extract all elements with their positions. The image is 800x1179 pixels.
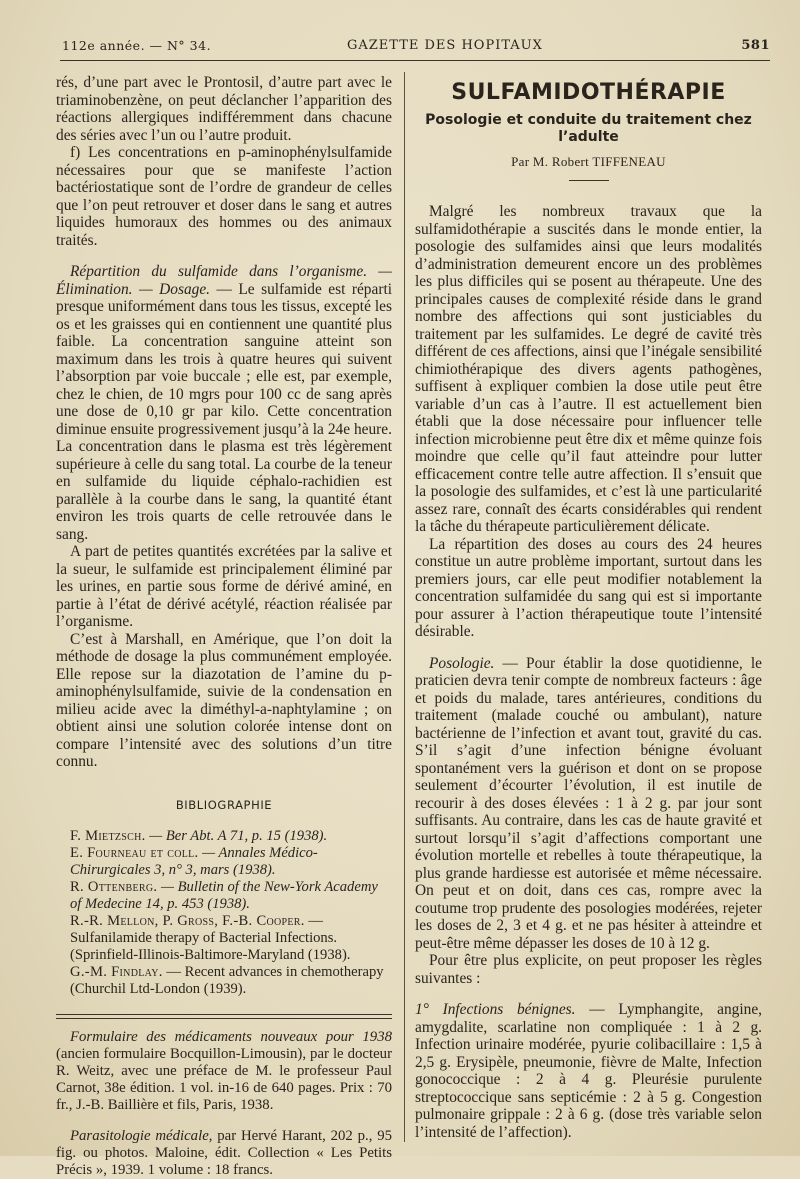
paragraph: f) Les concentrations en p-aminophénylsulfamide nécessaires pour que se manifeste l’action bactériostatique sont de l’ordre de grandeur de celles que l’on peut retrouver et doser dans le sang et autres liquides humoraux des hommes ou des animaux traités. [56,144,392,249]
book-title: Parasitologie médicale, [70,1128,213,1144]
header-rule [60,60,770,61]
section-rule [56,1014,392,1019]
paragraph: La répartition des doses au cours des 24 heures constitue un autre problème important, surtout dans les premiers jours, car elle peut modifier notablement la concentration sulfamidée du sang qui est si importante pour assurer à l’action thérapeutique toute l’intensité désirable. [415,535,762,640]
bibliography-title: BIBLIOGRAPHIE [175,797,273,812]
paragraph: C’est à Marshall, en Amérique, que l’on doit la méthode de dosage la plus communément employée. Elle repose sur la diazotation de l’amine du p-aminophénylsulfamide, suivie de la condensation en milieu acide avec la diméthyl-a-naphtylamine ; on obtient ainsi une solution colorée intense dont on compare l’intensité avec des solutions d’un titre connu. [56,630,392,770]
paragraph: Pour être plus explicite, on peut proposer les règles suivantes : [415,952,762,987]
book-notice: Formulaire des médicaments nouveaux pour 1938 (ancien formulaire Bocquillon-Limousin), par le docteur R. Weitz, avec une préface de M. le professeur Paul Carnot, 38e édition. 1 vol. in-16 de 640 pages. Prix : 70 fr., J.-B. Baillière et fils, Paris, 1938. [56,1029,392,1113]
journal-title: GAZETTE DES HOPITAUX [347,38,543,53]
paragraph: Posologie. — Pour établir la dose quotidienne, le praticien devra tenir compte de nombreux facteurs : âge et poids du malade, tares antérieures, conditions du traitement (malade couché ou ambulant), nature bactérienne de l’infection et avant tout, gravité du cas. S’il s’agit d’une infection bénigne évoluant spontanément vers la guérison et dont on se propose seulement d’écourter l’évolution, il est inutile de recourir à des doses élevées : 1 à 2 g. par jour sont suffisants. Au contraire, dans les cas de haute gravité et surtout lorsqu’il s’agit d’affections comportant une évolution mortelle et rebelles à toute thérapeutique, la plus grande hardiesse est autorisée et même nécessaire. On peut et on doit, dans ces cas, rompre avec la coutume trop prudente des posologies modérées, rejeter les doses de 2, 3 et 4 g. et ne pas hésiter à atteindre et peut-être même dépasser les doses de 10 à 12 g. [415,654,762,952]
title-rule [569,180,609,181]
column-divider [404,72,405,1142]
paragraph: A part de petites quantités excrétées par la salive et la sueur, le sulfamide est principalement éliminé par les urines, en partie sous forme de dérivé aminé, en partie à l’état de dérivé acétylé, réaction réalisée par l’organisme. [56,543,392,630]
book-notice: Parasitologie médicale, par Hervé Harant, 202 p., 95 fig. ou photos. Maloine, édit. Collection « Les Petits Précis », 1939. 1 volume : 18 francs. [56,1128,392,1178]
bibliography-entry: R. Ottenberg. — Bulletin of the New-York Academy of Medecine 14, p. 453 (1938). [70,879,378,912]
book-title: Formulaire des médicaments nouveaux pour 1938 [70,1029,392,1045]
bibliography-entry: G.-M. Findlay. — Recent advances in chemotherapy (Churchil Ltd-London (1939). [70,964,384,997]
page-header [62,38,770,58]
left-column [56,74,392,1179]
right-column [415,74,762,1141]
paragraph: Répartition du sulfamide dans l’organisme. — Élimination. — Dosage. — Le sulfamide est réparti presque uniformément dans tous les tissus, excepté les os et les graisses qui en contiennent une quantité plus faible. La concentration sanguine atteint son maximum dans les trois à quatre heures qui suivent l’absorption par voie buccale ; elle est, par exemple, chez le chien, de 10 mgrs pour 100 cc de sang après une dose de 0,10 gr par kilo. Cette concentration diminue ensuite progressivement jusqu’à la 24e heure. La concentration dans le plasma est très légèrement supérieure à celle du sang total. La courbe de la teneur en sulfamide du liquide céphalo-rachidien est parallèle à la courbe dans le sang, la quantité étant environ les trois quarts de celle retrouvée dans le sang. [56,263,393,543]
section-heading: Posologie. [429,654,495,672]
article-author: Par M. Robert TIFFENEAU [511,153,666,169]
issue-number: 112e année. — N° 34. [62,38,212,53]
article-title: SULFAMIDOTHÉRAPIE [451,80,726,105]
list-item-heading: 1° Infections bénignes. [415,1001,576,1018]
bibliography-entry: R.-R. Mellon, P. Gross, F.-B. Cooper. — Sulfanilamide therapy of Bacterial Infections. (Sprinfield-Illinois-Baltimore-Maryland (1938). [70,913,351,963]
article-subtitle: Posologie et conduite du traitement chez l’adulte [425,111,752,145]
list-item: 1° Infections bénignes. — Lymphangite, angine, amygdalite, scarlatine non compliquée : 1 à 2 g. Infection urinaire modérée, pyurie colibacillaire : 1,5 à 2,5 g. Erysipèle, pneumonie, fièvre de Malte, Infection gonococcique : 2 à 4 g. Pleurésie purulente streptococcique sans septicémie : 2 à 5 g. Congestion pulmonaire grippale : 2 à 6 g. (dose très variable selon l’intensité de l’affection). [415,1001,762,1141]
paragraph: Malgré les nombreux travaux que la sulfamidothérapie a suscités dans le monde entier, la posologie des sulfamides ainsi que leurs modalités d’administration demeurent encore un des problèmes les plus difficiles qui se posent au thérapeute. Une des principales causes de complexité réside dans le grand nombre des affections qui sont justiciables du traitement par les sulfamides. Le degré de cavité très différent de ces affections, ainsi que l’inégale sensibilité chimiothérapique des divers agents pathogènes, suffisent à expliquer combien la dose utile peut être variable d’un cas à l’autre. Il est actuellement bien établi que la dose nécessaire pour influencer telle infection microbienne peut être dix et même quinze fois moindre que celle qu’il faut atteindre pour lutter efficacement contre telle autre affection. Il s’ensuit que la posologie des sulfamides, et c’est là une particularité assez rare, connaît des écarts considérables qui rendent la tâche du thérapeute particulièrement délicate. [415,203,762,535]
section-heading: Répartition du sulfamide dans l’organisme. — Élimination. — Dosage. [56,263,392,298]
bibliography-entry: F. Mietzsch. — Ber Abt. A 71, p. 15 (1938). [70,828,328,844]
bibliography-entry: E. Fourneau et coll. — Annales Médico-Chirurgicales 3, n° 3, mars (1938). [70,845,318,878]
page-number: 581 [741,38,770,53]
paragraph: rés, d’une part avec le Prontosil, d’autre part avec le triaminobenzène, on peut déclancher l’apparition des réactions allergiques indifféremment dans chacune des séries avec l’un ou l’autre produit. [56,74,392,144]
